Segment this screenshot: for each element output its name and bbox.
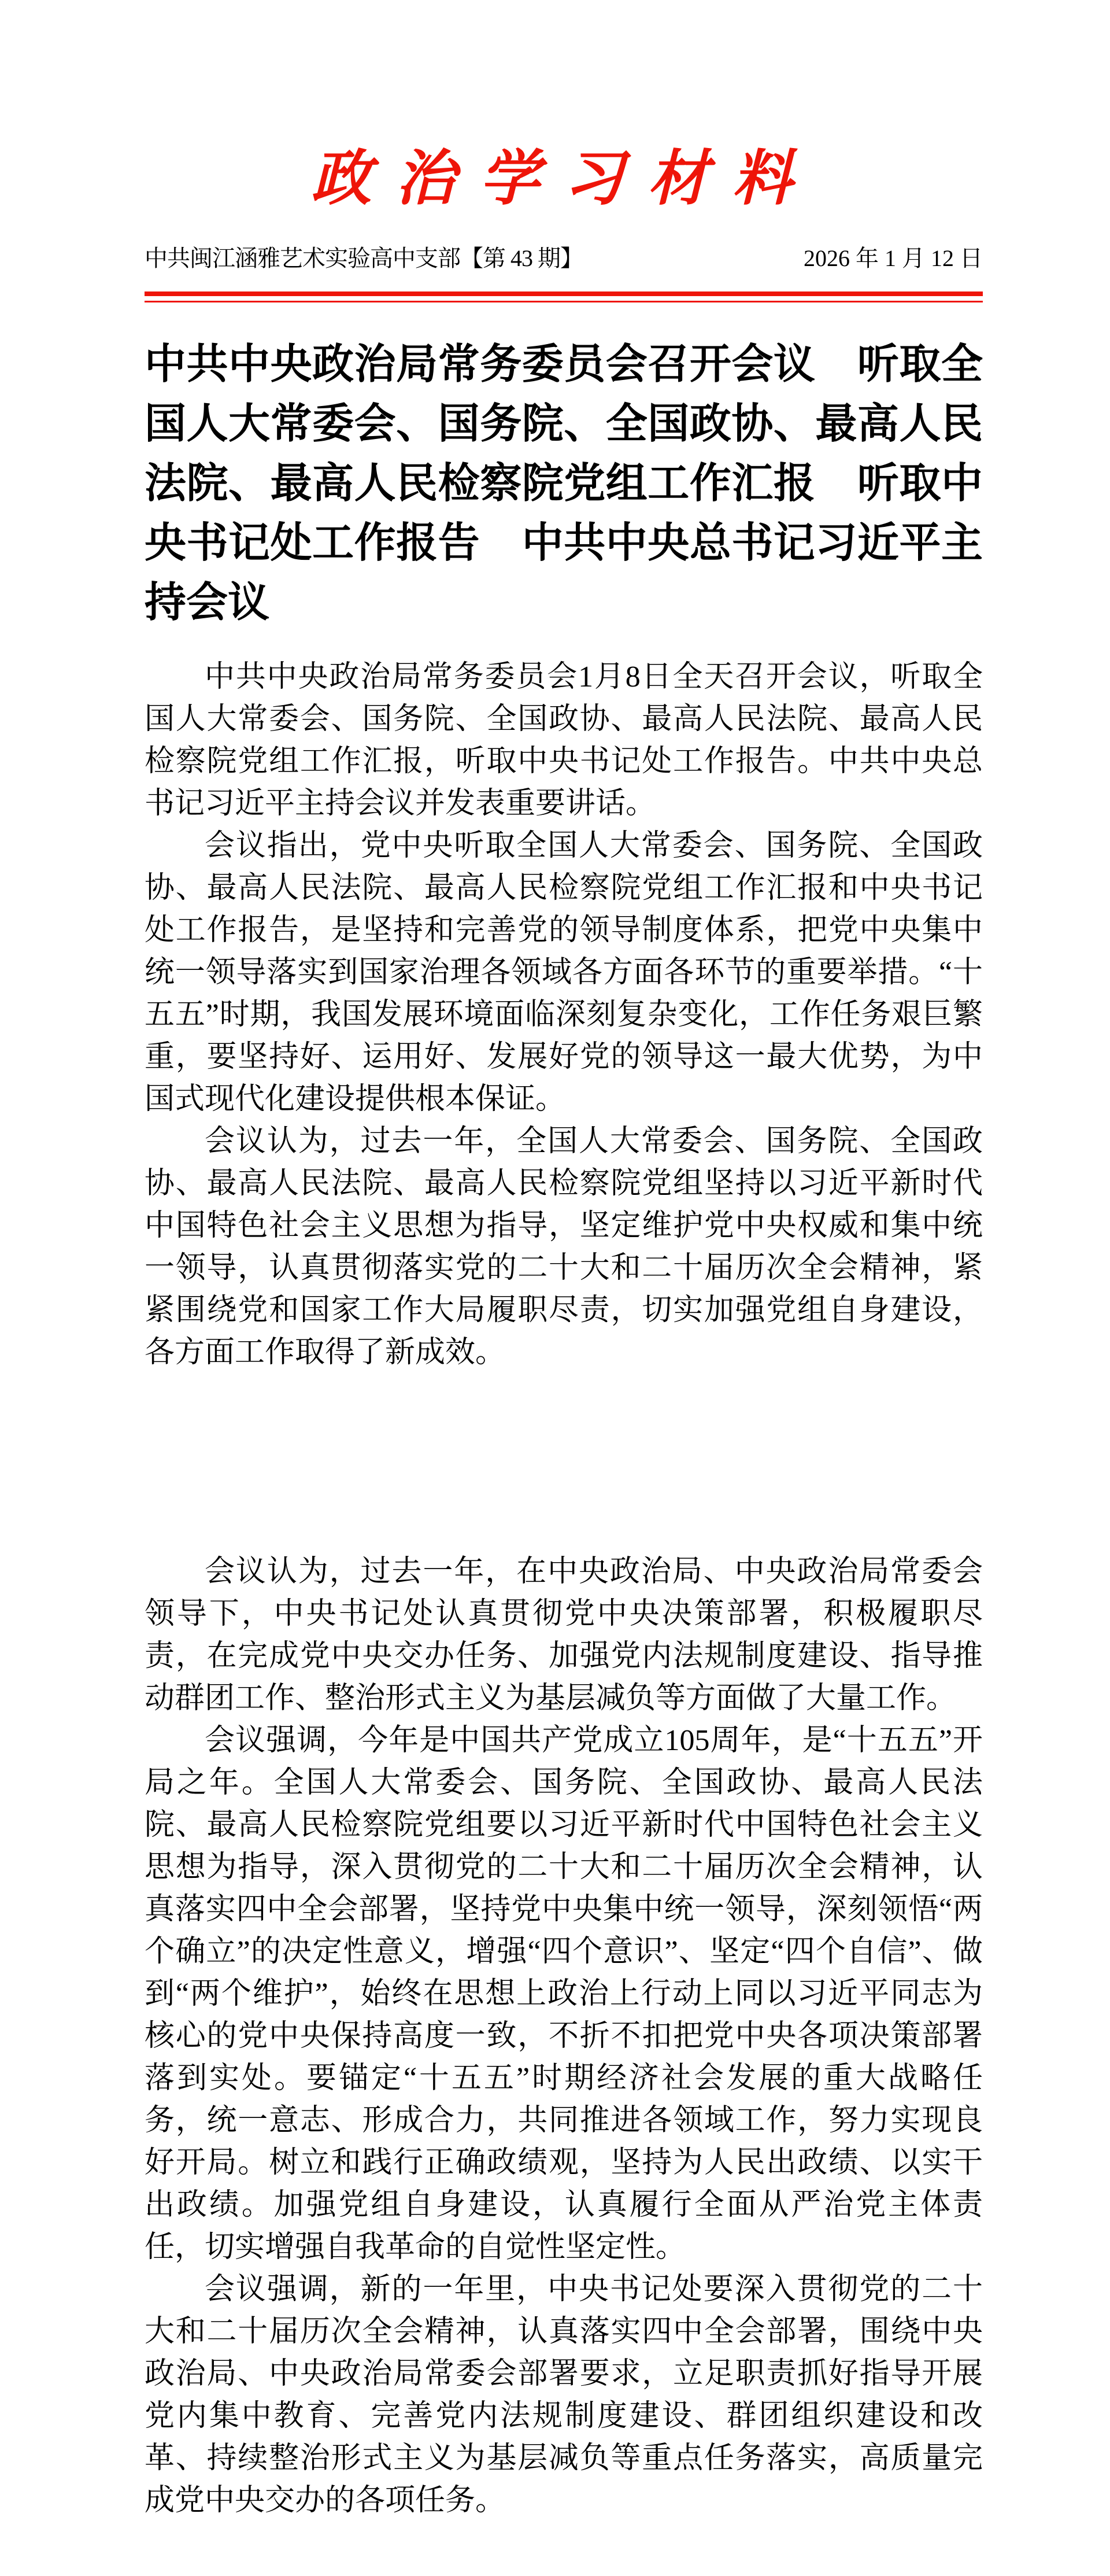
- article-paragraph: 会议强调，今年是中国共产党成立105周年，是“十五五”开局之年。全国人大常委会、国务院、全国政协、最高人民法院、最高人民检察院党组要以习近平新时代中国特色社会主义思想为指导，深入贯彻党的二十大和二十届历次全会精神，认真落实四中全会部署，坚持党中央集中统一领导，深刻领悟“两个确立”的决定性意义，增强“四个意识”、坚定“四个自信”、做到“两个维护”，始终在思想上政治上行动上同以习近平同志为核心的党中央保持高度一致，不折不扣把党中央各项决策部署落到实处。要锚定“十五五”时期经济社会发展的重大战略任务，统一意志、形成合力，共同推进各领域工作，努力实现良好开局。树立和践行正确政绩观，坚持为人民出政绩、以实干出政绩。加强党组自身建设，认真履行全面从严治党主体责任，切实增强自我革命的自觉性坚定性。: [145, 1724, 983, 2264]
- issuer-label: 中共闽江涵雅艺术实验高中支部【第 43 期】: [145, 245, 583, 271]
- page-break-gap: [145, 1374, 983, 1551]
- article-paragraph: 会议指出，党中央听取全国人大常委会、国务院、全国政协、最高人民法院、最高人民检察院党组工作汇报和中央书记处工作报告，是坚持和完善党的领导制度体系，把党中央集中统一领导落实到国家治理各领域各方面各环节的重要举措。“十五五”时期，我国发展环境面临深刻复杂变化，工作任务艰巨繁重，要坚持好、运用好、发展好党的领导这一最大优势，为中国式现代化建设提供根本保证。: [145, 829, 983, 1116]
- article-headline: 中共中央政治局常务委员会召开会议 听取全国人大常委会、国务院、全国政协、最高人民法院、最高人民检察院党组工作汇报 听取中央书记处工作报告 中共中央总书记习近平主持会议: [145, 341, 983, 626]
- article-paragraph: 会议认为，过去一年，在中央政治局、中央政治局常委会领导下，中央书记处认真贯彻党中央决策部署，积极履职尽责，在完成党中央交办任务、加强党内法规制度建设、指导推动群团工作、整治形式主义为基层减负等方面做了大量工作。: [145, 1555, 983, 1715]
- article-paragraph: 会议强调，新的一年里，中央书记处要深入贯彻党的二十大和二十届历次全会精神，认真落实四中全会部署，围绕中央政治局、中央政治局常委会部署要求，立足职责抓好指导开展党内集中教育、完善党内法规制度建设、群团组织建设和改革、持续整治形式主义为基层减负等重点任务落实，高质量完成党中央交办的各项任务。: [145, 2273, 983, 2517]
- divider-thin-red-line: [145, 301, 983, 302]
- article-paragraph: 会议认为，过去一年，全国人大常委会、国务院、全国政协、最高人民法院、最高人民检察院党组坚持以习近平新时代中国特色社会主义思想为指导，坚定维护党中央权威和集中统一领导，认真贯彻落实党的二十大和二十届历次全会精神，紧紧围绕党和国家工作大局履职尽责，切实加强党组自身建设，各方面工作取得了新成效。: [145, 1125, 983, 1369]
- divider-thick-red-line: [145, 291, 983, 296]
- newsletter-title: 政治学习材料: [311, 146, 816, 212]
- article-body: [145, 656, 983, 2522]
- issue-date: 2026 年 1 月 12 日: [804, 245, 983, 271]
- masthead-row: [145, 242, 983, 275]
- article-paragraph: 中共中央政治局常务委员会1月8日全天召开会议，听取全国人大常委会、国务院、全国政协、最高人民法院、最高人民检察院党组工作汇报，听取中央书记处工作报告。中共中央总书记习近平主持会议并发表重要讲话。: [145, 660, 983, 820]
